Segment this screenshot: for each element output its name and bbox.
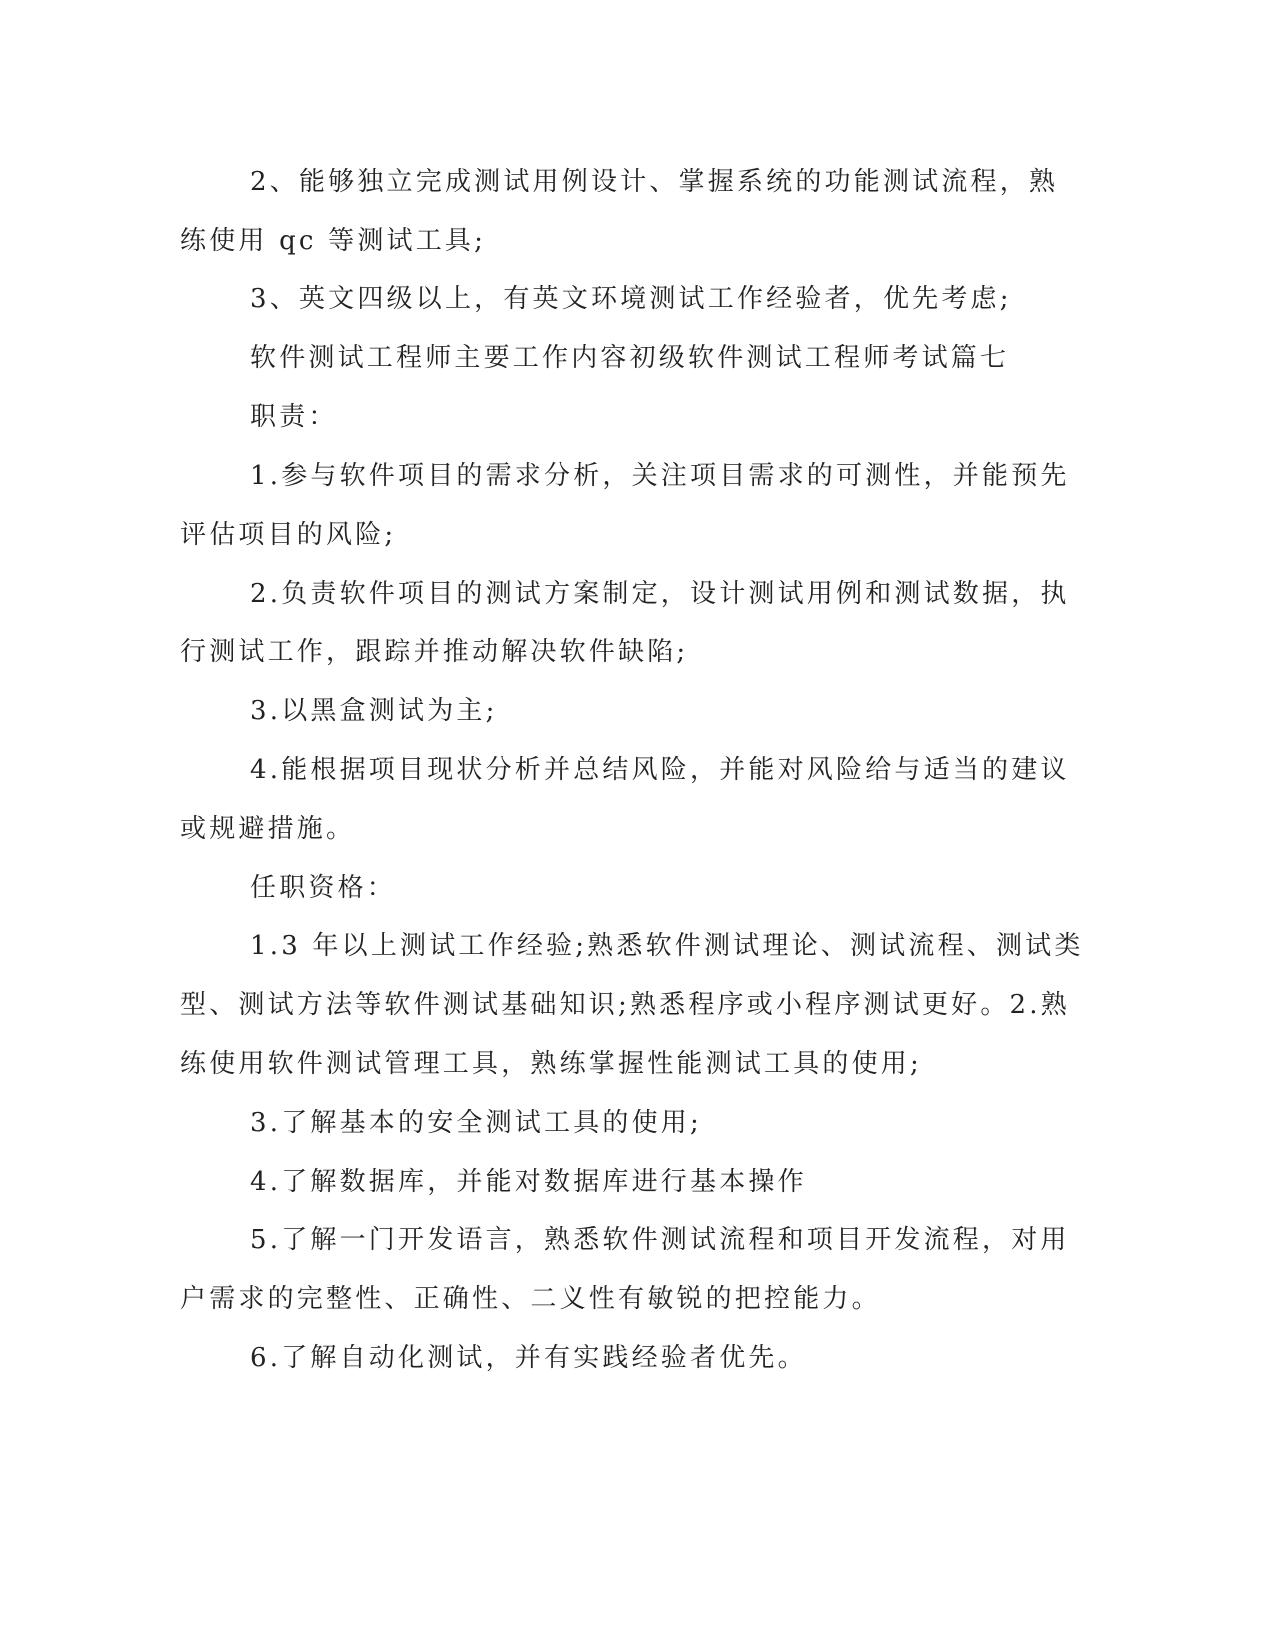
- text-line: 行测试工作，跟踪并推动解决软件缺陷;: [180, 637, 689, 667]
- text-line: 或规避措施。: [180, 814, 356, 844]
- text-line: 4.能根据项目现状分析并总结风险，并能对风险给与适当的建议: [250, 755, 1070, 785]
- section-heading: 软件测试工程师主要工作内容初级软件测试工程师考试篇七: [250, 343, 1010, 373]
- text-line: 2、能够独立完成测试用例设计、掌握系统的功能测试流程，熟: [250, 167, 1059, 197]
- text-line: 3.以黑盒测试为主;: [250, 696, 498, 726]
- section-label: 任职资格：: [250, 873, 397, 903]
- text-line: 3.了解基本的安全测试工具的使用;: [250, 1108, 702, 1138]
- text-line: 3、英文四级以上，有英文环境测试工作经验者，优先考虑;: [250, 284, 1012, 314]
- text-line: 4.了解数据库，并能对数据库进行基本操作: [250, 1167, 807, 1197]
- text-line: 2.负责软件项目的测试方案制定，设计测试用例和测试数据，执: [250, 579, 1070, 609]
- text-line: 5.了解一门开发语言，熟悉软件测试流程和项目开发流程，对用: [250, 1225, 1070, 1255]
- text-line: 练使用软件测试管理工具，熟练掌握性能测试工具的使用;: [180, 1049, 922, 1079]
- text-line: 型、测试方法等软件测试基础知识;熟悉程序或小程序测试更好。2.熟: [180, 990, 1070, 1020]
- text-line: 户需求的完整性、正确性、二义性有敏锐的把控能力。: [180, 1284, 881, 1314]
- text-line: 练使用 qc 等测试工具;: [180, 226, 487, 256]
- text-line: 1.参与软件项目的需求分析，关注项目需求的可测性，并能预先: [250, 461, 1070, 491]
- text-line: 1.3 年以上测试工作经验;熟悉软件测试理论、测试流程、测试类: [250, 931, 1084, 961]
- text-line: 6.了解自动化测试，并有实践经验者优先。: [250, 1343, 807, 1373]
- text-line: 评估项目的风险;: [180, 520, 397, 550]
- section-label: 职责：: [250, 402, 338, 432]
